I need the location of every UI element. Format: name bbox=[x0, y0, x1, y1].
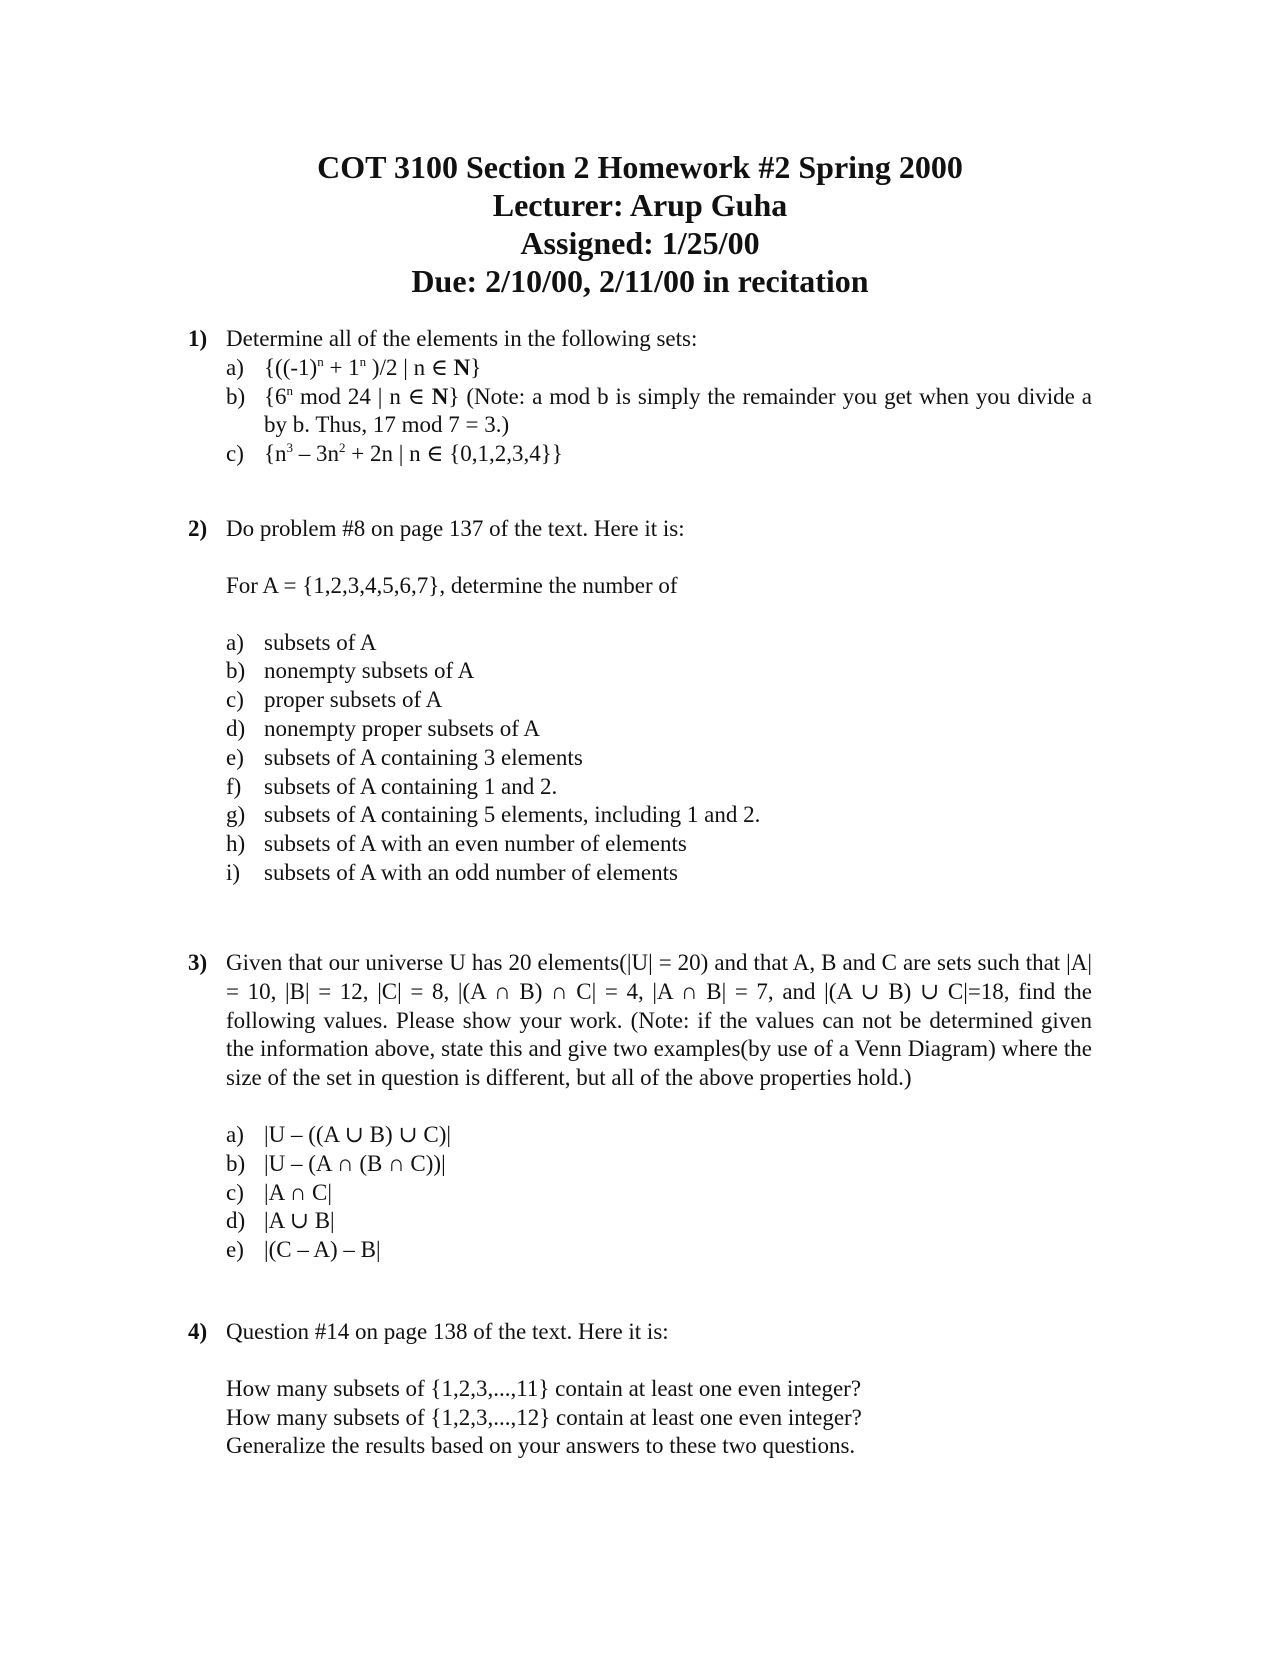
list-item bbox=[226, 383, 1092, 441]
question-line: How many subsets of {1,2,3,...,12} contain at least one even integer? bbox=[226, 1404, 862, 1430]
item-label: d) bbox=[226, 1208, 246, 1234]
item-label: c) bbox=[226, 687, 244, 713]
item-list bbox=[226, 1121, 1092, 1265]
question-line: How many subsets of {1,2,3,...,11} contain at least one even integer? bbox=[226, 1375, 862, 1401]
list-item bbox=[226, 629, 1092, 658]
list-item bbox=[226, 744, 1092, 773]
item-label: b) bbox=[226, 1150, 246, 1176]
due-line: Due: 2/10/00, 2/11/00 in recitation bbox=[411, 263, 869, 299]
question-text: Determine all of the elements in the following sets: bbox=[226, 326, 698, 351]
assigned-line: Assigned: 1/25/00 bbox=[520, 225, 760, 261]
list-item bbox=[226, 830, 1092, 859]
problem-intro: For A = {1,2,3,4,5,6,7}, determine the number of bbox=[226, 572, 678, 598]
item-text: subsets of A bbox=[264, 629, 377, 655]
item-text: nonempty subsets of A bbox=[264, 658, 475, 684]
list-item bbox=[226, 657, 1092, 686]
list-item bbox=[226, 1150, 1092, 1179]
question-text: Given that our universe U has 20 elements(|U| = 20) and that A, B and C are sets such that |A| = 10, |B| = 12, |C| = 8, |(A ∩ B) ∩ C| = 4, |A ∩ B| = 7, and |(A ∪ B) ∪ C|=18, find the following values. Please show your work. (Note: if the values can not be determined given the information above, state this and give two examples(by use of a Venn Diagram) where the size of the set in question is different, but all of the above properties hold.) bbox=[226, 950, 1092, 1091]
item-text: subsets of A with an even number of elements bbox=[264, 831, 687, 857]
item-label: f) bbox=[226, 773, 242, 799]
question-number: 1) bbox=[188, 326, 208, 351]
item-label: c) bbox=[226, 441, 244, 467]
item-text: |A ∪ B| bbox=[264, 1208, 335, 1234]
header bbox=[0, 148, 1280, 300]
lecturer-line: Lecturer: Arup Guha bbox=[492, 187, 788, 223]
list-item bbox=[226, 859, 1092, 888]
course-title: COT 3100 Section 2 Homework #2 Spring 2000 bbox=[317, 149, 963, 185]
item-text: {$n^3 - 3n^2 + 2n$ | n ∈ {0,1,2,3,4}} bbox=[264, 440, 563, 467]
question-1 bbox=[188, 325, 1092, 469]
item-text: |U – ((A ∪ B) ∪ C)| bbox=[264, 1121, 452, 1147]
item-text: nonempty proper subsets of A bbox=[264, 715, 540, 741]
item-text: subsets of A with an odd number of elements bbox=[264, 859, 678, 885]
list-item bbox=[226, 773, 1092, 802]
item-label: a) bbox=[226, 354, 244, 380]
question-2 bbox=[188, 515, 1092, 888]
question-3 bbox=[188, 949, 1092, 1265]
item-label: b) bbox=[226, 658, 246, 684]
question-number: 4) bbox=[188, 1319, 208, 1344]
item-text: proper subsets of A bbox=[264, 687, 443, 713]
list-item bbox=[226, 1121, 1092, 1150]
list-item bbox=[226, 1207, 1092, 1236]
question-number: 3) bbox=[188, 950, 208, 975]
list-item bbox=[226, 354, 1092, 383]
question-lines bbox=[226, 1375, 1092, 1461]
item-text: subsets of A containing 3 elements bbox=[264, 744, 583, 770]
item-label: i) bbox=[226, 859, 241, 885]
list-item bbox=[226, 440, 1092, 469]
list-item bbox=[226, 686, 1092, 715]
item-text: |A ∩ C| bbox=[264, 1179, 333, 1205]
item-list bbox=[226, 629, 1092, 888]
item-label: c) bbox=[226, 1179, 244, 1205]
item-text: |(C – A) – B| bbox=[264, 1237, 381, 1263]
item-text: {6$^n$ mod 24 | n ∈ N} (Note: a mod b is simply the remainder you get when you divide a by b. Thus, 17 mod 7 = 3.) bbox=[264, 382, 1093, 438]
item-label: a) bbox=[226, 629, 244, 655]
question-number: 2) bbox=[188, 516, 208, 541]
item-text: {($(-1)^n + 1^n$ )/2 | n ∈ N} bbox=[264, 353, 482, 380]
item-label: b) bbox=[226, 383, 246, 409]
list-item bbox=[226, 801, 1092, 830]
list-item bbox=[226, 715, 1092, 744]
question-line: Generalize the results based on your answers to these two questions. bbox=[226, 1433, 856, 1459]
item-list bbox=[226, 354, 1092, 469]
item-label: g) bbox=[226, 802, 246, 828]
question-text: Question #14 on page 138 of the text. Here it is: bbox=[226, 1319, 669, 1344]
item-label: a) bbox=[226, 1121, 244, 1147]
item-label: h) bbox=[226, 831, 246, 857]
list-item bbox=[226, 1236, 1092, 1265]
item-label: d) bbox=[226, 715, 246, 741]
item-label: e) bbox=[226, 1237, 244, 1263]
question-text: Do problem #8 on page 137 of the text. Here it is: bbox=[226, 516, 685, 541]
item-text: |U – (A ∩ (B ∩ C))| bbox=[264, 1150, 446, 1176]
item-text: subsets of A containing 1 and 2. bbox=[264, 773, 558, 799]
list-item bbox=[226, 1179, 1092, 1208]
item-text: subsets of A containing 5 elements, including 1 and 2. bbox=[264, 802, 761, 828]
item-label: e) bbox=[226, 744, 244, 770]
question-4 bbox=[188, 1318, 1092, 1461]
